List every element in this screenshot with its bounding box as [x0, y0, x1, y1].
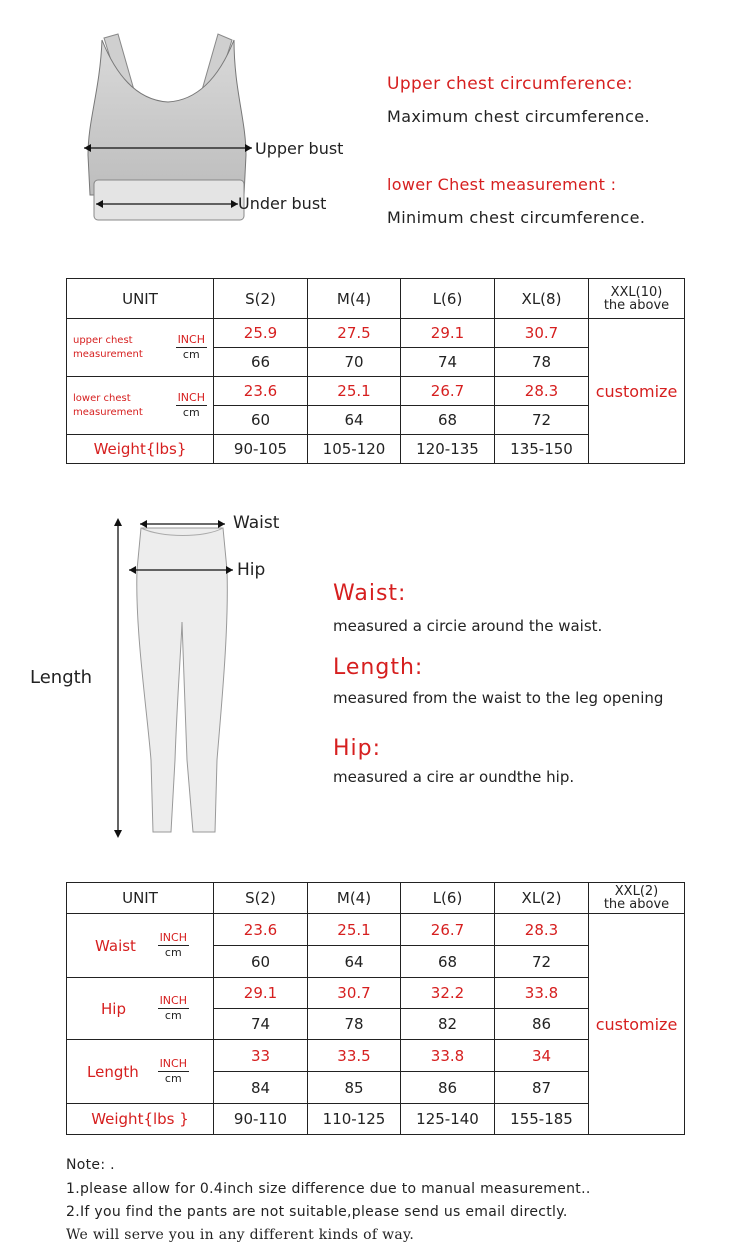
table-cell: 25.1 — [308, 377, 401, 406]
table-cell: 27.5 — [308, 319, 401, 348]
length-row-title: Length — [87, 1062, 139, 1081]
lower-chest-label-line1: lower chest — [73, 392, 131, 404]
customize-cell: customize — [589, 914, 685, 1135]
upper-chest-label — [73, 334, 143, 362]
note-title: Note: . — [66, 1157, 115, 1173]
table-cell: 30.7 — [495, 319, 589, 348]
table-cell: 33.5 — [308, 1040, 401, 1072]
table-cell: 26.7 — [401, 914, 495, 946]
table-cell: 86 — [495, 1009, 589, 1040]
upper-chest-title: Upper chest circumference: — [387, 74, 633, 94]
table-cell: 90-110 — [214, 1104, 308, 1135]
length-row-label — [67, 1040, 214, 1104]
upper-chest-desc: Maximum chest circumference. — [387, 107, 651, 126]
table-cell: 87 — [495, 1072, 589, 1104]
table-cell: 30.7 — [308, 978, 401, 1009]
size-header-xxl — [589, 279, 685, 319]
under-bust-label: Under bust — [238, 194, 327, 213]
table-cell: 125-140 — [401, 1104, 495, 1135]
above-label: the above — [603, 297, 670, 313]
cm-label: cm — [164, 946, 182, 959]
cm-label: cm — [182, 406, 200, 419]
table-cell: 74 — [401, 348, 495, 377]
size-header: M(4) — [308, 883, 401, 914]
xxl-label: XXL(10) — [610, 284, 663, 300]
table-cell: 28.3 — [495, 377, 589, 406]
waist-desc: measured a circie around the waist. — [333, 617, 603, 635]
inch-label: INCH — [177, 333, 205, 346]
inch-label: INCH — [159, 1057, 187, 1070]
table-cell: 60 — [214, 946, 308, 978]
waist-label: Waist — [233, 513, 280, 533]
table-cell: 23.6 — [214, 914, 308, 946]
table-cell: 64 — [308, 946, 401, 978]
upper-chest-label-line2: measurement — [73, 348, 143, 360]
table-cell: 78 — [495, 348, 589, 377]
note-line-3: We will serve you in any different kinds of way. — [66, 1227, 415, 1243]
unit-header: UNIT — [67, 883, 214, 914]
table-cell: 70 — [308, 348, 401, 377]
lower-chest-label-line2: measurement — [73, 406, 143, 418]
waist-row-label — [67, 914, 214, 978]
table-cell: 64 — [308, 406, 401, 435]
size-header: XL(8) — [495, 279, 589, 319]
length-desc: measured from the waist to the leg opening — [333, 689, 664, 707]
table-cell: 28.3 — [495, 914, 589, 946]
inch-label: INCH — [159, 931, 187, 944]
size-header: S(2) — [214, 279, 308, 319]
table-cell: 33.8 — [495, 978, 589, 1009]
table-row — [67, 914, 685, 946]
table-cell: 135-150 — [495, 435, 589, 464]
pants-size-table — [66, 882, 685, 1135]
lower-chest-desc: Minimum chest circumference. — [387, 208, 646, 227]
inch-label: INCH — [177, 391, 205, 404]
table-cell: 72 — [495, 406, 589, 435]
upper-bust-label: Upper bust — [255, 139, 344, 158]
above-label: the above — [603, 897, 670, 912]
xxl-label: XXL(2) — [614, 884, 659, 899]
table-cell: 155-185 — [495, 1104, 589, 1135]
size-header: L(6) — [401, 279, 495, 319]
table-header-row — [67, 883, 685, 914]
unit-selector — [176, 391, 207, 420]
hip-label: Hip — [237, 560, 266, 580]
unit-header: UNIT — [67, 279, 214, 319]
hip-row-title: Hip — [101, 999, 126, 1018]
upper-chest-row-label — [67, 319, 214, 377]
table-header-row — [67, 279, 685, 319]
size-header: XL(2) — [495, 883, 589, 914]
weight-label: Weight{lbs} — [67, 435, 214, 464]
table-cell: 90-105 — [214, 435, 308, 464]
cm-label: cm — [164, 1009, 182, 1022]
waist-row-title: Waist — [95, 936, 136, 955]
size-header: M(4) — [308, 279, 401, 319]
length-label: Length — [30, 667, 93, 688]
table-cell: 25.9 — [214, 319, 308, 348]
cm-label: cm — [182, 348, 200, 361]
inch-label: INCH — [159, 994, 187, 1007]
table-cell: 68 — [401, 406, 495, 435]
weight-label: Weight{lbs } — [67, 1104, 214, 1135]
table-cell: 74 — [214, 1009, 308, 1040]
table-cell: 60 — [214, 406, 308, 435]
table-cell: 120-135 — [401, 435, 495, 464]
table-cell: 66 — [214, 348, 308, 377]
note-line-1: 1.please allow for 0.4inch size difference due to manual measurement.. — [66, 1181, 591, 1197]
cm-label: cm — [164, 1072, 182, 1085]
table-cell: 78 — [308, 1009, 401, 1040]
unit-selector — [176, 333, 207, 362]
size-header-xxl — [589, 883, 685, 914]
table-cell: 84 — [214, 1072, 308, 1104]
table-cell: 26.7 — [401, 377, 495, 406]
size-header: L(6) — [401, 883, 495, 914]
hip-desc: measured a cire ar oundthe hip. — [333, 768, 575, 786]
table-cell: 82 — [401, 1009, 495, 1040]
lower-chest-title: lower Chest measurement : — [387, 175, 617, 194]
table-cell: 105-120 — [308, 435, 401, 464]
hip-row-label — [67, 978, 214, 1040]
unit-selector — [158, 994, 189, 1023]
upper-chest-label-line1: upper chest — [73, 334, 133, 346]
table-cell: 29.1 — [401, 319, 495, 348]
sports-bra-illustration — [82, 30, 262, 230]
lower-chest-row-label — [67, 377, 214, 435]
table-cell: 85 — [308, 1072, 401, 1104]
customize-cell: customize — [589, 319, 685, 464]
bra-size-table — [66, 278, 685, 464]
waist-title: Waist: — [333, 581, 407, 606]
lower-chest-label — [73, 392, 143, 420]
hip-title: Hip: — [333, 736, 382, 761]
table-cell: 29.1 — [214, 978, 308, 1009]
table-cell: 86 — [401, 1072, 495, 1104]
table-cell: 34 — [495, 1040, 589, 1072]
unit-selector — [158, 1057, 189, 1086]
table-cell: 25.1 — [308, 914, 401, 946]
length-title: Length: — [333, 655, 424, 680]
table-cell: 33.8 — [401, 1040, 495, 1072]
table-cell: 32.2 — [401, 978, 495, 1009]
table-cell: 23.6 — [214, 377, 308, 406]
size-header: S(2) — [214, 883, 308, 914]
table-cell: 33 — [214, 1040, 308, 1072]
table-cell: 72 — [495, 946, 589, 978]
table-cell: 68 — [401, 946, 495, 978]
table-row — [67, 319, 685, 348]
unit-selector — [158, 931, 189, 960]
table-cell: 110-125 — [308, 1104, 401, 1135]
note-line-2: 2.If you find the pants are not suitable,please send us email directly. — [66, 1204, 568, 1220]
